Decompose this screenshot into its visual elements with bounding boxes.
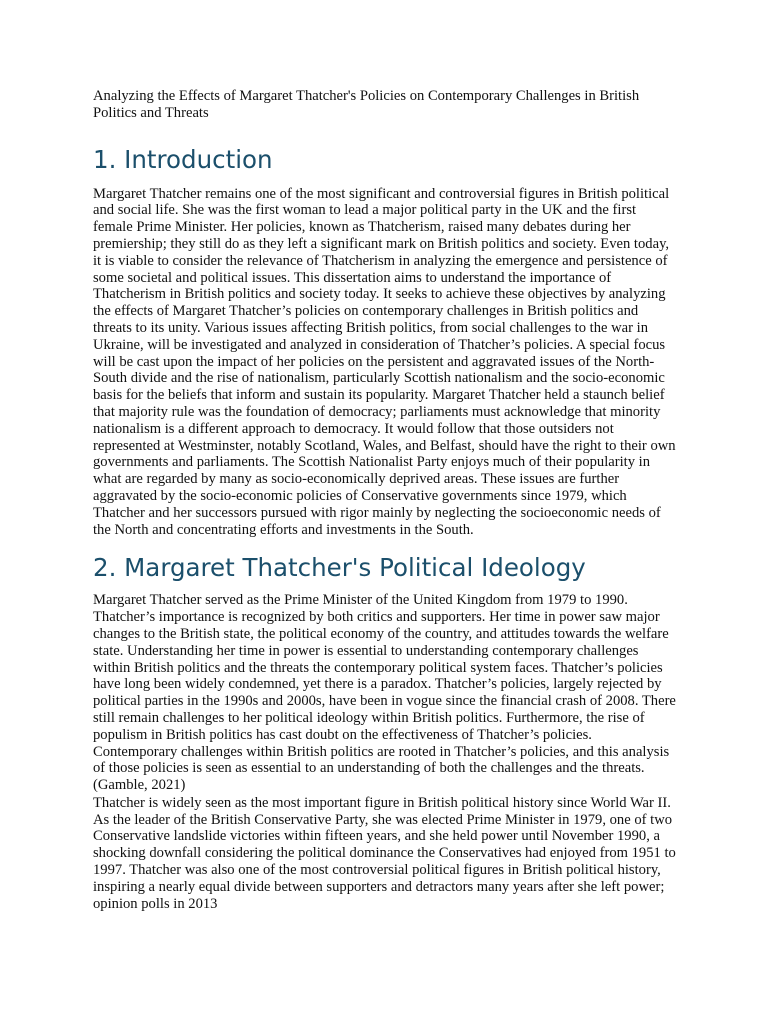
section-heading-introduction: 1. Introduction [93,144,273,174]
ideology-paragraph-2: Thatcher is widely seen as the most important figure in British political history since World War II. As the leader of the British Conservative Party, she was elected Prime Minister in 1979, one of two Conservative landslide victories within fifteen years, and she held power until November 1990, a shocking downfall considering the political dominance the Conservatives had enjoyed from 1951 to 1997. Thatcher was also one of the most controversial political figures in British political history, inspiring a nearly equal divide between supporters and detractors many years after she left power; opinion polls in 2013 [93,794,676,912]
introduction-paragraph: Margaret Thatcher remains one of the most significant and controversial figures in British political and social life. She was the first woman to lead a major political party in the UK and the first female Prime Minister. Her policies, known as Thatcherism, raised many debates during her premiership; they still do as they left a significant mark on British politics and society. Even today, it is viable to consider the relevance of Thatcherism in analyzing the emergence and persistence of some societal and political issues. This dissertation aims to understand the importance of Thatcherism in British politics and society today. It seeks to achieve these objectives by analyzing the effects of Margaret Thatcher’s policies on contemporary challenges in British politics and threats to its unity. Various issues affecting British politics, from social challenges to the war in Ukraine, will be investigated and analyzed in consideration of Thatcher’s policies. A special focus will be cast upon the impact of her policies on the persistent and aggravated issues of the North-South divide and the rise of nationalism, particularly Scottish nationalism and the socio-economic basis for the beliefs that inform and sustain its popularity. Margaret Thatcher held a staunch belief that majority rule was the foundation of democracy; parliaments must acknowledge that minority nationalism is a different approach to democracy. It would follow that those outsiders not represented at Westminster, notably Scotland, Wales, and Belfast, should have the right to their own governments and parliaments. The Scottish Nationalist Party enjoys much of their popularity in what are regarded by many as socio-economically deprived areas. These issues are further aggravated by the socio-economic policies of Conservative governments since 1979, which Thatcher and her successors pursued with rigor mainly by neglecting the socioeconomic needs of the North and concentrating efforts and investments in the South. [93,185,676,538]
ideology-paragraph-1: Margaret Thatcher served as the Prime Minister of the United Kingdom from 1979 to 1990. Thatcher’s importance is recognized by both critics and supporters. Her time in power saw major changes to the British state, the political economy of the country, and attitudes towards the welfare state. Understanding her time in power is essential to understanding contemporary challenges within British politics and the threats the contemporary political system faces. Thatcher’s policies have long been widely condemned, yet there is a paradox. Thatcher’s policies, largely rejected by political parties in the 1990s and 2000s, have been in vogue since the financial crash of 2008. There still remain challenges to her political ideology within British politics. Furthermore, the rise of populism in British politics has cast doubt on the effectiveness of Thatcher’s policies. Contemporary challenges within British politics are rooted in Thatcher’s policies, and this analysis of those policies is seen as essential to an understanding of both the challenges and the threats. (Gamble, 2021) [93,592,676,794]
document-title: Analyzing the Effects of Margaret Thatcher's Policies on Contemporary Challenges in British Politics and Threats [93,88,640,121]
document-page [93,88,677,912]
section-heading-political-ideology: 2. Margaret Thatcher's Political Ideology [93,553,586,583]
